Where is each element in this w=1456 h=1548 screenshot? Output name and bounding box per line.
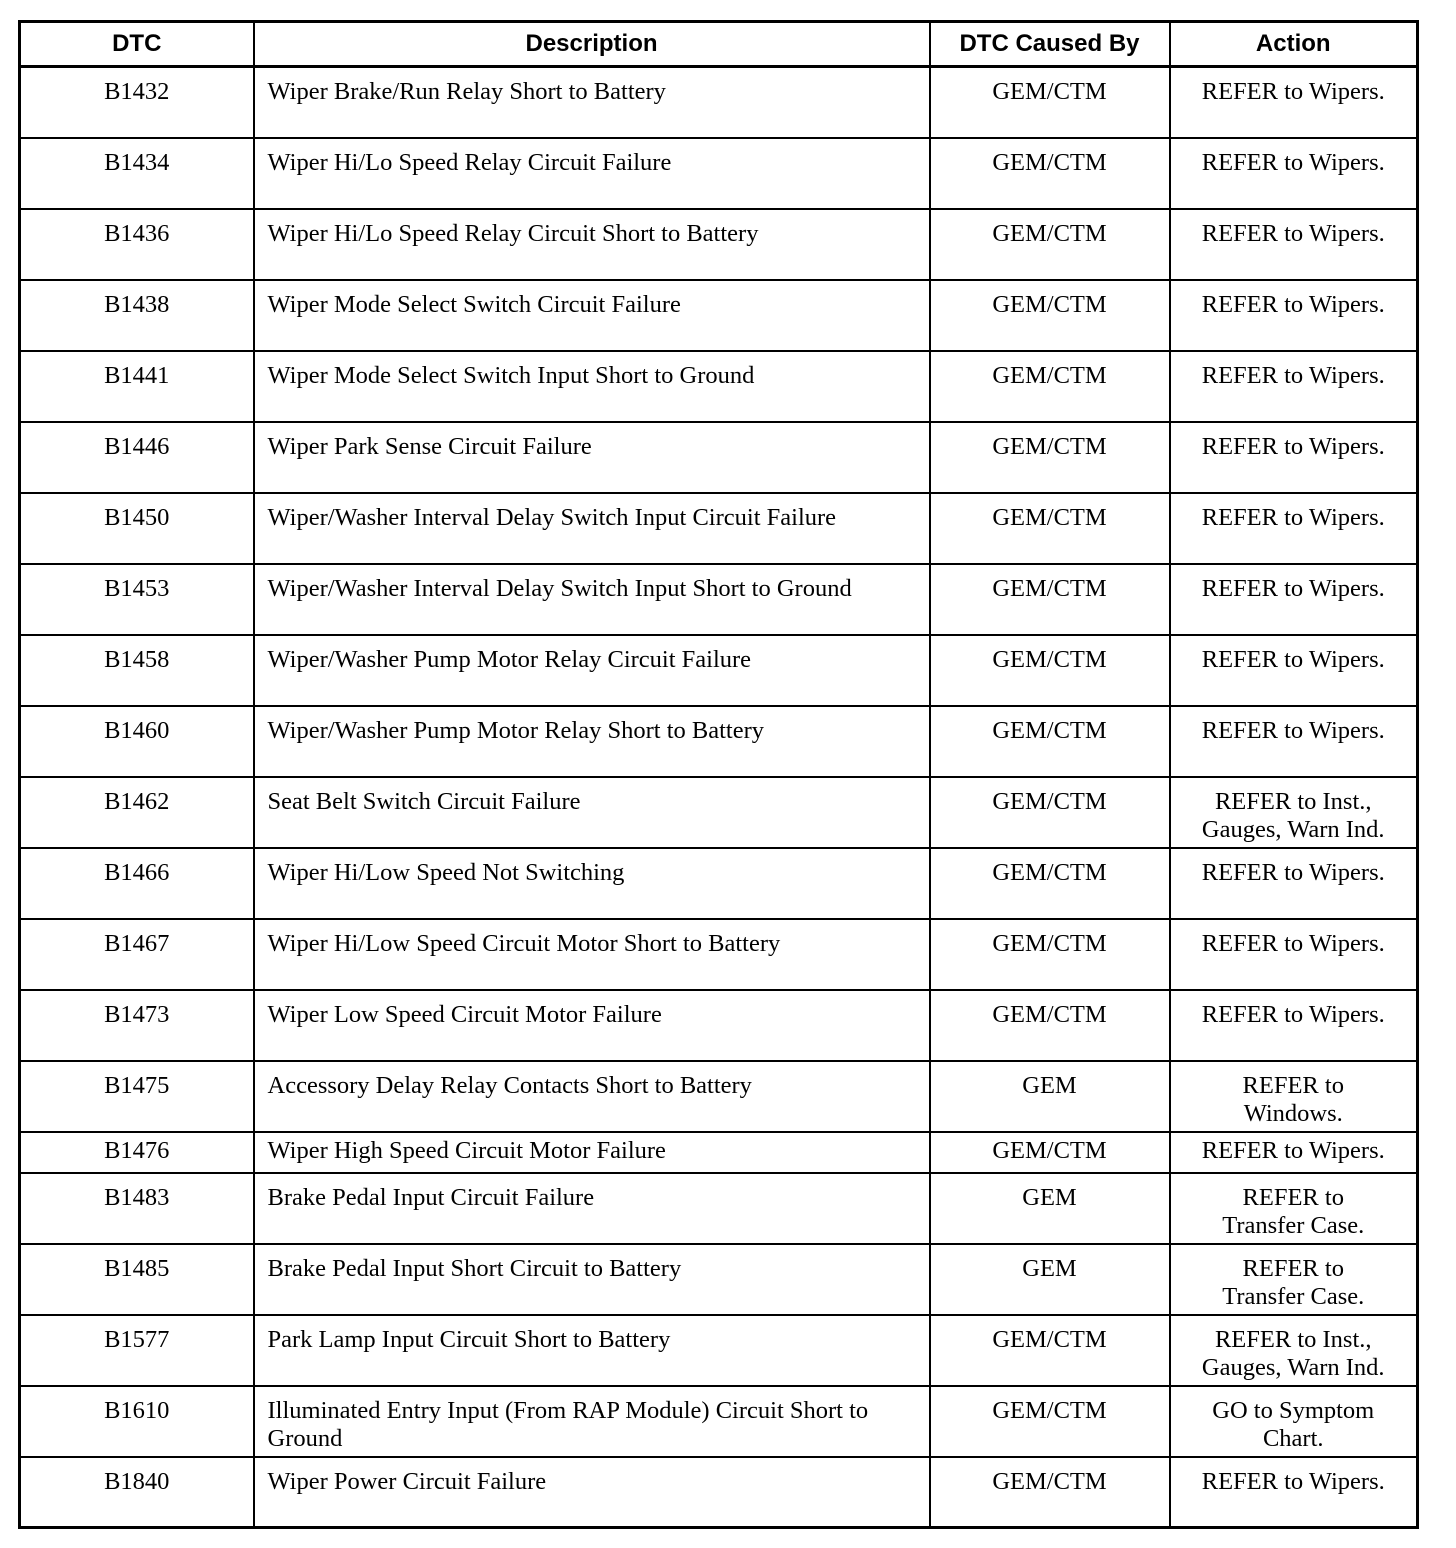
header-row [20,22,1418,67]
description-cell: Accessory Delay Relay Contacts Short to Battery [254,1061,930,1132]
table-row [20,351,1418,422]
description-cell: Wiper Hi/Low Speed Circuit Motor Short to Battery [254,919,930,990]
table-row [20,848,1418,919]
caused-by-cell: GEM/CTM [930,777,1170,848]
description-cell: Wiper Park Sense Circuit Failure [254,422,930,493]
table-row [20,67,1418,138]
action-cell [1170,1457,1418,1528]
dtc-code-cell: B1467 [20,919,254,990]
table-row [20,280,1418,351]
dtc-code-cell: B1475 [20,1061,254,1132]
action-text-line: Transfer Case. [1222,1282,1365,1310]
action-text-line: Windows. [1243,1099,1343,1127]
action-cell [1170,635,1418,706]
action-cell [1170,138,1418,209]
table-row [20,493,1418,564]
header-caused-by: DTC Caused By [930,22,1170,67]
table-row [20,1061,1418,1132]
caused-by-cell: GEM/CTM [930,67,1170,138]
description-cell: Seat Belt Switch Circuit Failure [254,777,930,848]
caused-by-cell: GEM/CTM [930,990,1170,1061]
dtc-code-cell: B1450 [20,493,254,564]
description-cell: Wiper Low Speed Circuit Motor Failure [254,990,930,1061]
header-description: Description [254,22,930,67]
description-cell: Wiper/Washer Pump Motor Relay Circuit Failure [254,635,930,706]
caused-by-cell: GEM/CTM [930,848,1170,919]
dtc-code-cell: B1577 [20,1315,254,1386]
description-cell: Brake Pedal Input Circuit Failure [254,1173,930,1244]
action-text-line: REFER to Wipers. [1201,148,1385,176]
dtc-code-cell: B1436 [20,209,254,280]
action-cell [1170,209,1418,280]
dtc-table [18,20,1419,1529]
action-text-line: REFER to Inst., [1214,1325,1372,1353]
description-cell: Wiper Hi/Low Speed Not Switching [254,848,930,919]
caused-by-cell: GEM/CTM [930,138,1170,209]
description-cell: Brake Pedal Input Short Circuit to Battery [254,1244,930,1315]
action-cell [1170,1244,1418,1315]
description-cell: Wiper Hi/Lo Speed Relay Circuit Failure [254,138,930,209]
action-text-line: REFER to Wipers. [1201,929,1385,957]
action-text-line: Gauges, Warn Ind. [1201,815,1385,843]
action-cell [1170,1315,1418,1386]
caused-by-cell: GEM/CTM [930,1132,1170,1173]
dtc-code-cell: B1460 [20,706,254,777]
table-row [20,1386,1418,1457]
description-cell: Park Lamp Input Circuit Short to Battery [254,1315,930,1386]
description-cell: Wiper Mode Select Switch Input Short to Ground [254,351,930,422]
description-cell: Illuminated Entry Input (From RAP Module) Circuit Short to Ground [254,1386,930,1457]
table-row [20,1244,1418,1315]
description-cell: Wiper Mode Select Switch Circuit Failure [254,280,930,351]
table-row [20,706,1418,777]
caused-by-cell: GEM/CTM [930,1457,1170,1528]
caused-by-cell: GEM/CTM [930,493,1170,564]
action-cell [1170,1386,1418,1457]
table-row [20,1457,1418,1528]
action-cell [1170,564,1418,635]
caused-by-cell: GEM/CTM [930,919,1170,990]
caused-by-cell: GEM [930,1061,1170,1132]
action-text-line: REFER to Wipers. [1201,1467,1385,1495]
header-action: Action [1170,22,1418,67]
caused-by-cell: GEM/CTM [930,706,1170,777]
caused-by-cell: GEM/CTM [930,1315,1170,1386]
description-cell: Wiper/Washer Interval Delay Switch Input Short to Ground [254,564,930,635]
action-text-line: Transfer Case. [1222,1211,1365,1239]
action-cell [1170,706,1418,777]
table-row [20,1132,1418,1173]
dtc-code-cell: B1458 [20,635,254,706]
dtc-code-cell: B1453 [20,564,254,635]
dtc-code-cell: B1441 [20,351,254,422]
description-cell: Wiper Power Circuit Failure [254,1457,930,1528]
caused-by-cell: GEM/CTM [930,280,1170,351]
action-text-line: REFER to [1242,1254,1344,1282]
table-row [20,990,1418,1061]
action-text-line: REFER to Wipers. [1201,290,1385,318]
caused-by-cell: GEM/CTM [930,351,1170,422]
action-text-line: REFER to Wipers. [1201,432,1385,460]
description-cell: Wiper/Washer Interval Delay Switch Input Circuit Failure [254,493,930,564]
description-cell: Wiper High Speed Circuit Motor Failure [254,1132,930,1173]
dtc-code-cell: B1462 [20,777,254,848]
caused-by-cell: GEM [930,1173,1170,1244]
action-cell [1170,280,1418,351]
action-text-line: GO to Symptom [1212,1396,1375,1424]
table-row [20,1173,1418,1244]
action-cell [1170,1061,1418,1132]
action-text-line: REFER to Wipers. [1201,1000,1385,1028]
action-cell [1170,351,1418,422]
action-cell [1170,990,1418,1061]
action-text-line: REFER to Inst., [1214,787,1372,815]
caused-by-cell: GEM/CTM [930,422,1170,493]
action-text-line: REFER to Wipers. [1201,645,1385,673]
action-text-line: REFER to Wipers. [1201,219,1385,247]
action-cell [1170,67,1418,138]
dtc-code-cell: B1438 [20,280,254,351]
dtc-code-cell: B1434 [20,138,254,209]
dtc-code-cell: B1476 [20,1132,254,1173]
caused-by-cell: GEM [930,1244,1170,1315]
caused-by-cell: GEM/CTM [930,209,1170,280]
action-text-line: REFER to Wipers. [1201,574,1385,602]
dtc-code-cell: B1483 [20,1173,254,1244]
table-row [20,209,1418,280]
table-header [20,22,1418,67]
table-row [20,777,1418,848]
action-text-line: REFER to Wipers. [1201,716,1385,744]
action-cell [1170,1173,1418,1244]
action-cell [1170,1132,1418,1173]
dtc-code-cell: B1610 [20,1386,254,1457]
action-text-line: Chart. [1262,1424,1324,1452]
table-row [20,422,1418,493]
action-text-line: REFER to Wipers. [1201,361,1385,389]
table-body [20,67,1418,1528]
caused-by-cell: GEM/CTM [930,564,1170,635]
action-text-line: REFER to Wipers. [1201,503,1385,531]
action-text-line: REFER to [1242,1071,1344,1099]
action-cell [1170,422,1418,493]
table-row [20,919,1418,990]
caused-by-cell: GEM/CTM [930,1386,1170,1457]
table-row [20,564,1418,635]
action-text-line: REFER to Wipers. [1201,1136,1385,1164]
action-cell [1170,848,1418,919]
table-row [20,1315,1418,1386]
dtc-code-cell: B1432 [20,67,254,138]
action-text-line: REFER to Wipers. [1201,78,1385,105]
description-cell: Wiper Hi/Lo Speed Relay Circuit Short to Battery [254,209,930,280]
dtc-code-cell: B1473 [20,990,254,1061]
dtc-code-cell: B1466 [20,848,254,919]
description-cell: Wiper Brake/Run Relay Short to Battery [254,67,930,138]
action-text-line: REFER to Wipers. [1201,858,1385,886]
table-row [20,635,1418,706]
description-cell: Wiper/Washer Pump Motor Relay Short to Battery [254,706,930,777]
action-cell [1170,777,1418,848]
dtc-code-cell: B1485 [20,1244,254,1315]
action-cell [1170,493,1418,564]
table-row [20,138,1418,209]
caused-by-cell: GEM/CTM [930,635,1170,706]
dtc-code-cell: B1446 [20,422,254,493]
header-dtc: DTC [20,22,254,67]
action-text-line: Gauges, Warn Ind. [1201,1353,1385,1381]
dtc-code-cell: B1840 [20,1457,254,1528]
action-text-line: REFER to [1242,1183,1344,1211]
action-cell [1170,919,1418,990]
